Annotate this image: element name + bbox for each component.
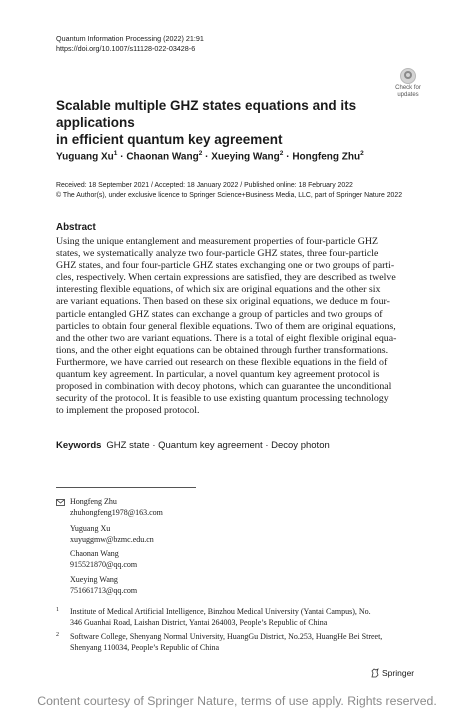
abstract-line: GHZ states, and four four-particle GHZ states exchanging one or two groups of parti- [56, 260, 395, 272]
affiliation-number: 1 [56, 607, 59, 613]
contact-email[interactable]: zhuhongfeng1978@163.com [70, 507, 163, 517]
author-list [56, 150, 364, 162]
footnote-divider [56, 487, 196, 488]
author-affil: 1 [113, 150, 118, 157]
check-for-updates-badge[interactable] [392, 68, 424, 102]
journal-citation: Quantum Information Processing (2022) 21:91 [56, 34, 204, 43]
abstract-line: are variant equations. Then based on these six original equations, we deduce m four- [56, 296, 390, 308]
abstract-line: quantum key agreement. In particular, a novel quantum key agreement protocol is [56, 369, 380, 381]
contact-block [56, 549, 137, 570]
contact-block [56, 575, 137, 596]
abstract-line: Furthermore, we have carried out research on these flexible equations in the field of [56, 356, 388, 368]
check-updates-icon-ring [404, 71, 412, 79]
badge-line1: Check for [395, 85, 421, 91]
affiliation-line: Shenyang 110034, People’s Republic of China [70, 642, 220, 652]
abstract-line: Using the unique entanglement and measurement properties of four-particle GHZ [56, 236, 379, 247]
author-separator: · [120, 151, 124, 163]
springer-horse-icon [370, 668, 380, 678]
author-name[interactable]: Chaonan Wang [126, 151, 199, 163]
abstract-line: tions, and the other eight equations can be obtained through further transformations. [56, 344, 389, 356]
author-name[interactable]: Xueying Wang [211, 151, 280, 163]
author-separator: · [286, 151, 290, 163]
publication-history [56, 181, 402, 200]
contact-name: Xueying Wang [70, 575, 118, 584]
author-name[interactable]: Yuguang Xu [56, 151, 114, 163]
affiliation [56, 632, 421, 653]
doi-link[interactable]: https://doi.org/10.1007/s11128-022-03428-6 [56, 44, 196, 53]
abstract-line: to implement the proposed protocol. [56, 405, 200, 417]
affiliation-line: Institute of Medical Artificial Intelligence, Binzhou Medical University (Yantai Campus), No. [70, 607, 371, 616]
abstract-line: states, we systematically analyze two four-particle GHZ states, three four-particle [56, 248, 379, 260]
title-line2: in efficient quantum key agreement [56, 132, 283, 147]
author-affil: 2 [198, 150, 203, 157]
contact-block [56, 524, 154, 545]
publisher-name: Springer [382, 668, 415, 678]
copyright-line: © The Author(s), under exclusive licence to Springer Science+Business Media, LLC, part of Springer Nature 2022 [56, 191, 403, 199]
affiliation-line: Software College, Shenyang Normal University, HuangGu District, No.253, HuangHe Bei Street, [70, 632, 383, 641]
courtesy-footer: Content courtesy of Springer Nature, terms of use apply. Rights reserved. [37, 694, 437, 708]
paper-title [56, 97, 386, 148]
badge-text [392, 85, 424, 98]
keywords [56, 440, 330, 451]
abstract-line: cles, respectively. When certain expressions are satisfied, they are described as twelve [56, 272, 396, 284]
contact-email[interactable]: 751661713@qq.com [70, 585, 138, 595]
contact-email[interactable]: 915521870@qq.com [70, 559, 138, 569]
abstract-body [56, 236, 419, 417]
abstract-line: and the other two are variant equations. There is a total of eight flexible original equa- [56, 332, 397, 344]
dates-line: Received: 18 September 2021 / Accepted: 18 January 2022 / Published online: 18 February 2022 [56, 182, 353, 189]
abstract-line: interesting flexible equations, of which six are original equations and the other six [56, 284, 381, 296]
abstract-line: particles to obtain four general flexible equations. Two of them are original equations, [56, 320, 396, 332]
contact-name: Yuguang Xu [70, 524, 111, 533]
author-name[interactable]: Hongfeng Zhu [292, 151, 361, 163]
abstract-line: particle entangled GHZ states can exchange a group of particles and two groups of [56, 308, 383, 320]
journal-header [56, 34, 204, 54]
contact-email[interactable]: xuyuggmw@bzmc.edu.cn [70, 534, 154, 544]
abstract-line: proposed in combination with decoy photons, which can guarantee the unconditional [56, 381, 392, 393]
contact-name: Chaonan Wang [70, 549, 119, 558]
title-line1: Scalable multiple GHZ states equations and its applications [56, 98, 357, 130]
affiliation [56, 607, 421, 628]
contact-name: Hongfeng Zhu [70, 497, 117, 506]
publisher-logo [370, 668, 414, 678]
contact-block [56, 497, 163, 518]
author-affil: 2 [360, 150, 364, 157]
author-separator: · [205, 151, 209, 163]
author-affil: 2 [279, 150, 284, 157]
abstract-line: security of the protocol. It is feasible to use existing quantum processing technology [56, 393, 389, 405]
keywords-label: Keywords [56, 440, 102, 451]
badge-line2: updates [397, 91, 419, 98]
abstract-heading: Abstract [56, 222, 96, 233]
affiliation-number: 2 [56, 632, 59, 638]
affiliation-line: 346 Guanhai Road, Laishan District, Yantai 264003, People’s Republic of China [70, 617, 328, 627]
keywords-list: GHZ state · Quantum key agreement · Decoy photon [106, 440, 330, 451]
